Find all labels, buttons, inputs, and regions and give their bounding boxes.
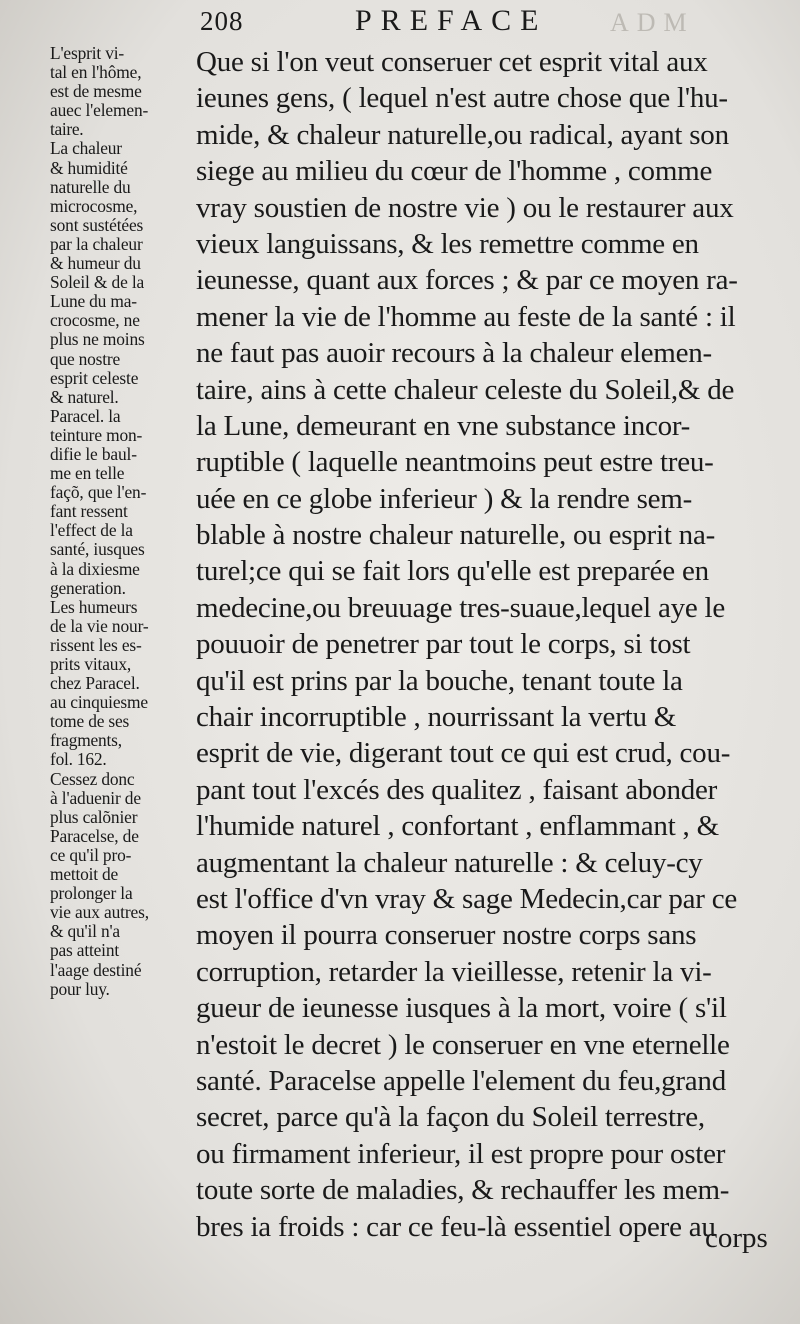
- margin-note-line: pour luy.: [50, 978, 110, 999]
- margin-note-line: & humidité: [50, 157, 128, 178]
- text-line: vray soustien de nostre vie ) ou le restaurer aux: [196, 191, 734, 224]
- text-line: ou firmament inferieur, il est propre pour oster: [196, 1137, 726, 1170]
- margin-note-line: fragments,: [50, 730, 122, 751]
- text-line: est l'office d'vn vray & sage Medecin,car par ce: [196, 882, 738, 915]
- text-line: moyen il pourra conseruer nostre corps sans: [196, 919, 697, 952]
- margin-note-line: fant ressent: [50, 501, 128, 522]
- margin-note-line: La chaleur: [50, 138, 122, 159]
- margin-note-line: que nostre: [50, 348, 120, 369]
- margin-note-line: ce qu'il pro-: [50, 844, 132, 865]
- margin-note-line: façõ, que l'en-: [50, 482, 147, 503]
- margin-note-line: L'esprit vi-: [50, 43, 125, 63]
- text-line: esprit de vie, digerant tout ce qui est crud, cou-: [196, 737, 731, 770]
- text-line: l'humide naturel , confortant , enflammant , &: [196, 810, 719, 843]
- margin-note-line: à la dixiesme: [50, 558, 140, 579]
- text-line: uée en ce globe inferieur ) & la rendre sem-: [196, 482, 693, 515]
- text-line: vieux languissans, & les remettre comme en: [196, 227, 699, 260]
- margin-note-line: Les humeurs: [50, 596, 138, 617]
- text-line: corruption, retarder la vieillesse, retenir la vi-: [196, 955, 712, 988]
- text-line: ruptible ( laquelle neantmoins peut estre treu-: [196, 446, 714, 479]
- margin-note-line: tal en l'hôme,: [50, 62, 142, 83]
- margin-note-line: naturelle du: [50, 176, 131, 197]
- margin-note-line: taire.: [50, 119, 84, 140]
- margin-note-line: à l'aduenir de: [50, 787, 141, 808]
- margin-note-line: plus calõnier: [50, 806, 138, 827]
- text-line: blable à nostre chaleur naturelle, ou esprit na-: [196, 519, 716, 552]
- margin-note-line: prits vitaux,: [50, 654, 132, 674]
- text-line: ne faut pas auoir recours à la chaleur elemen-: [196, 337, 712, 370]
- margin-note-line: pas atteint: [50, 940, 119, 961]
- main-text-block: [196, 44, 776, 1245]
- margin-note-line: vie aux autres,: [50, 902, 149, 923]
- margin-note-line: auec l'elemen-: [50, 100, 149, 121]
- margin-notes: [50, 44, 190, 999]
- margin-note-line: & humeur du: [50, 253, 141, 274]
- margin-note-line: prolonger la: [50, 883, 133, 904]
- margin-note-line: crocosme, ne: [50, 310, 140, 331]
- bleed-through-text: ADM: [610, 8, 695, 37]
- margin-note-line: generation.: [50, 577, 126, 598]
- text-line: pouuoir de penetrer par tout le corps, si tost: [196, 628, 691, 661]
- text-line: siege au milieu du cœur de l'homme , comme: [196, 155, 713, 188]
- margin-note-line: fol. 162.: [50, 749, 107, 770]
- text-line: turel;ce qui se fait lors qu'elle est preparée en: [196, 555, 709, 588]
- margin-note-line: par la chaleur: [50, 233, 143, 254]
- margin-note-line: Paracel. la: [50, 405, 121, 426]
- text-line: ieunes gens, ( lequel n'est autre chose que l'hu-: [196, 82, 728, 115]
- text-line: taire, ains à cette chaleur celeste du Soleil,& de: [196, 373, 735, 406]
- margin-note-line: Soleil & de la: [50, 272, 145, 293]
- page-number: 208: [200, 6, 244, 36]
- text-line: qu'il est prins par la bouche, tenant toute la: [196, 664, 683, 697]
- text-line: bres ia froids : car ce feu-là essentiel opere au: [196, 1210, 716, 1243]
- text-line: n'estoit le decret ) le conseruer en vne eternelle: [196, 1028, 730, 1061]
- margin-note-line: plus ne moins: [50, 329, 145, 350]
- text-line: toute sorte de maladies, & rechauffer les mem-: [196, 1174, 730, 1207]
- text-line: mide, & chaleur naturelle,ou radical, ayant son: [196, 118, 729, 151]
- margin-note-line: Paracelse, de: [50, 825, 139, 846]
- margin-note-line: au cinquiesme: [50, 692, 148, 713]
- margin-note-line: chez Paracel.: [50, 673, 140, 694]
- text-line: santé. Paracelse appelle l'element du feu,grand: [196, 1064, 726, 1097]
- margin-note-line: & qu'il n'a: [50, 921, 120, 942]
- margin-note-line: esprit celeste: [50, 367, 139, 388]
- text-line: pant tout l'excés des qualitez , faisant abonder: [196, 773, 718, 806]
- catchword: corps: [705, 1222, 768, 1254]
- text-line: Que si l'on veut conseruer cet esprit vital aux: [196, 46, 708, 78]
- page-header: [0, 2, 800, 42]
- margin-note-line: difie le baul-: [50, 443, 137, 464]
- text-line: augmentant la chaleur naturelle : & celuy-cy: [196, 846, 703, 879]
- margin-note-line: mettoit de: [50, 864, 119, 885]
- margin-note-line: Lune du ma-: [50, 291, 137, 312]
- margin-note-line: tome de ses: [50, 711, 130, 732]
- text-line: mener la vie de l'homme au feste de la santé : il: [196, 300, 736, 333]
- text-line: chair incorruptible , nourrissant la vertu &: [196, 701, 677, 734]
- margin-note-line: teinture mon-: [50, 424, 143, 445]
- margin-note-line: est de mesme: [50, 81, 142, 102]
- running-title: PREFACE: [355, 4, 548, 37]
- margin-note-line: sont sustétées: [50, 214, 144, 235]
- margin-note-line: & naturel.: [50, 386, 119, 407]
- text-line: secret, parce qu'à la façon du Soleil terrestre,: [196, 1101, 705, 1134]
- margin-note-line: santé, iusques: [50, 539, 145, 560]
- margin-note-line: Cessez donc: [50, 768, 135, 789]
- text-line: ieunesse, quant aux forces ; & par ce moyen ra-: [196, 264, 738, 297]
- text-line: gueur de ieunesse iusques à la mort, voire ( s'il: [196, 992, 727, 1025]
- text-line: la Lune, demeurant en vne substance incor-: [196, 409, 691, 442]
- margin-note-line: l'effect de la: [50, 520, 133, 541]
- margin-note-line: microcosme,: [50, 195, 138, 216]
- margin-note-line: l'aage destiné: [50, 959, 142, 980]
- margin-note-line: de la vie nour-: [50, 615, 149, 636]
- text-line: medecine,ou breuuage tres-suaue,lequel aye le: [196, 591, 725, 624]
- margin-note-line: rissent les es-: [50, 634, 142, 655]
- margin-note-line: me en telle: [50, 463, 125, 484]
